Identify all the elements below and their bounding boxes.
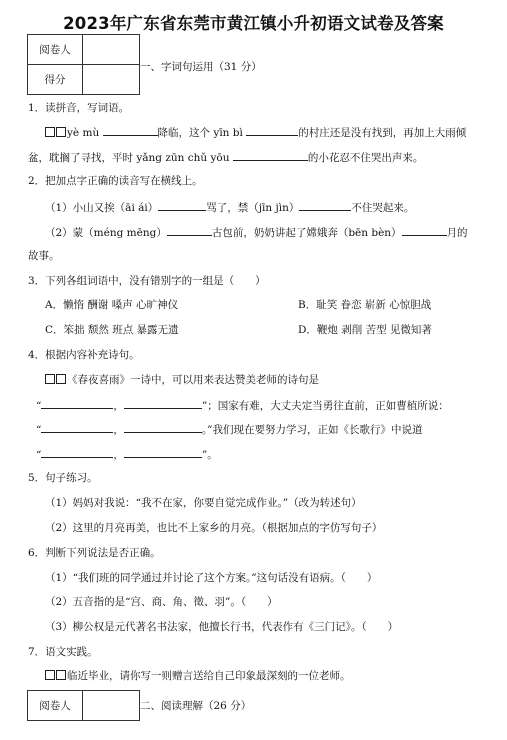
- blank-box: [56, 127, 66, 137]
- answer-blank[interactable]: [124, 446, 202, 458]
- comma: ，: [113, 449, 124, 461]
- question-6-item-2: （2）五音指的是“宫、商、角、徵、羽”。（ ）: [45, 596, 278, 608]
- question-2-line-2: [45, 224, 468, 240]
- question-text: 的小花忍不住哭出声来。: [307, 152, 424, 164]
- answer-blank[interactable]: [402, 224, 447, 236]
- option-d[interactable]: D．鞭炮 剥削 苦型 见微知著: [298, 324, 432, 336]
- question-4-stem: 4．根据内容补充诗句。: [28, 349, 140, 361]
- question-3-stem: 3．下列各组词语中，没有错别字的一组是（ ）: [28, 275, 266, 287]
- question-6-item-3: （3）柳公权是元代著名书法家，他擅长行书，代表作有《三门记》。（ ）: [45, 621, 399, 633]
- question-text: 不住哭起来。: [351, 202, 415, 214]
- section-heading-1: 一、字词句运用（31 分）: [140, 61, 262, 73]
- question-6-stem: 6．判断下列说法是否正确。: [28, 547, 161, 559]
- answer-blank[interactable]: [103, 124, 158, 136]
- blank-box: [45, 374, 55, 384]
- question-1-stem: 1．读拼音，写词语。: [28, 102, 130, 114]
- answer-blank[interactable]: [299, 199, 351, 211]
- question-7-line-1: [45, 669, 351, 683]
- quote-mark: “: [36, 449, 42, 461]
- question-text: （1）小山又挨（āi ái）: [45, 202, 159, 214]
- blank-box: [45, 127, 55, 137]
- question-6-item-1: （1）“我们班的同学通过并讨论了这个方案。”这句话没有语病。（ ）: [45, 572, 378, 584]
- option-b[interactable]: B．耻笑 眷恋 崭新 心惊胆战: [298, 299, 432, 311]
- exam-title: 2023年广东省东莞市黄江镇小升初语文试卷及答案: [63, 14, 444, 33]
- comma: ，: [113, 400, 124, 412]
- blank-box: [56, 670, 66, 680]
- answer-blank[interactable]: [41, 397, 113, 409]
- pinyin-text: 降临，这个 yīn bì: [157, 127, 247, 139]
- answer-blank[interactable]: [41, 421, 113, 433]
- question-2-line-3: 故事。: [28, 250, 60, 262]
- question-text: 古包前，奶奶讲起了嫦娥奔（bēn bèn）: [211, 227, 402, 239]
- question-7-stem: 7．语文实践。: [28, 646, 98, 658]
- answer-blank[interactable]: [124, 421, 202, 433]
- score-blank: [83, 65, 140, 95]
- question-4-line-3: [36, 421, 423, 437]
- question-2-stem: 2．把加点字正确的读音写在横线上。: [28, 175, 203, 187]
- question-text: 月的: [446, 227, 468, 239]
- question-4-line-1: [45, 373, 319, 387]
- question-4-line-4: [36, 446, 218, 462]
- question-5-item-2: （2）这里的月亮再美，也比不上家乡的月亮。（根据加点的字仿写句子）: [45, 522, 383, 534]
- comma: ，: [113, 424, 124, 436]
- pinyin-text: 盆，耽搁了寻找，平时 yǎng zūn chǔ yōu: [28, 152, 233, 164]
- quote-mark: “: [36, 424, 42, 436]
- question-text: 《春夜喜雨》一诗中，可以用来表达赞美老师的诗句是: [67, 374, 319, 386]
- question-text: ”；国家有难，大丈夫定当勇往直前，正如曹植所说：: [201, 400, 449, 412]
- question-text: （2）蒙（méng mēng）: [45, 227, 167, 239]
- question-5-item-1: （1）妈妈对我说：“我不在家，你要自觉完成作业。”（改为转述句）: [45, 497, 362, 509]
- question-4-line-2: [36, 397, 449, 413]
- answer-blank[interactable]: [167, 224, 212, 236]
- question-1-line-2: [28, 149, 423, 165]
- section-heading-2: 二、阅读理解（26 分）: [140, 700, 252, 712]
- answer-blank[interactable]: [158, 199, 206, 211]
- pinyin-text: yè mù: [67, 127, 103, 139]
- reviewer-label: 阅卷人: [28, 691, 83, 721]
- option-a[interactable]: A．懒惰 酬谢 嗓声 心旷神仪: [45, 299, 179, 311]
- grader-table: [27, 34, 140, 95]
- answer-blank[interactable]: [41, 446, 113, 458]
- answer-blank[interactable]: [233, 149, 308, 161]
- blank-box: [45, 670, 55, 680]
- question-text: ”。: [201, 449, 218, 461]
- reviewer-blank: [83, 35, 140, 65]
- question-text: 的村庄还是没有找到，再加上大雨倾: [298, 127, 467, 139]
- answer-blank[interactable]: [124, 397, 202, 409]
- answer-blank[interactable]: [246, 124, 298, 136]
- question-text: 临近毕业，请你写一则赠言送给自己印象最深刻的一位老师。: [67, 670, 351, 682]
- option-c[interactable]: C．笨拙 颓然 班点 暴露无遗: [45, 324, 179, 336]
- blank-box: [56, 374, 66, 384]
- question-2-line-1: [45, 199, 414, 215]
- grader-table-2: [27, 690, 140, 721]
- question-5-stem: 5．句子练习。: [28, 472, 98, 484]
- reviewer-label: 阅卷人: [28, 35, 83, 65]
- question-text: 。”我们现在要努力学习，正如《长歌行》中说道: [201, 424, 423, 436]
- score-label: 得分: [28, 65, 83, 95]
- reviewer-blank: [83, 691, 140, 721]
- question-1-line-1: [45, 124, 466, 140]
- quote-mark: “: [36, 400, 42, 412]
- question-text: 骂了，禁（jīn jìn）: [206, 202, 300, 214]
